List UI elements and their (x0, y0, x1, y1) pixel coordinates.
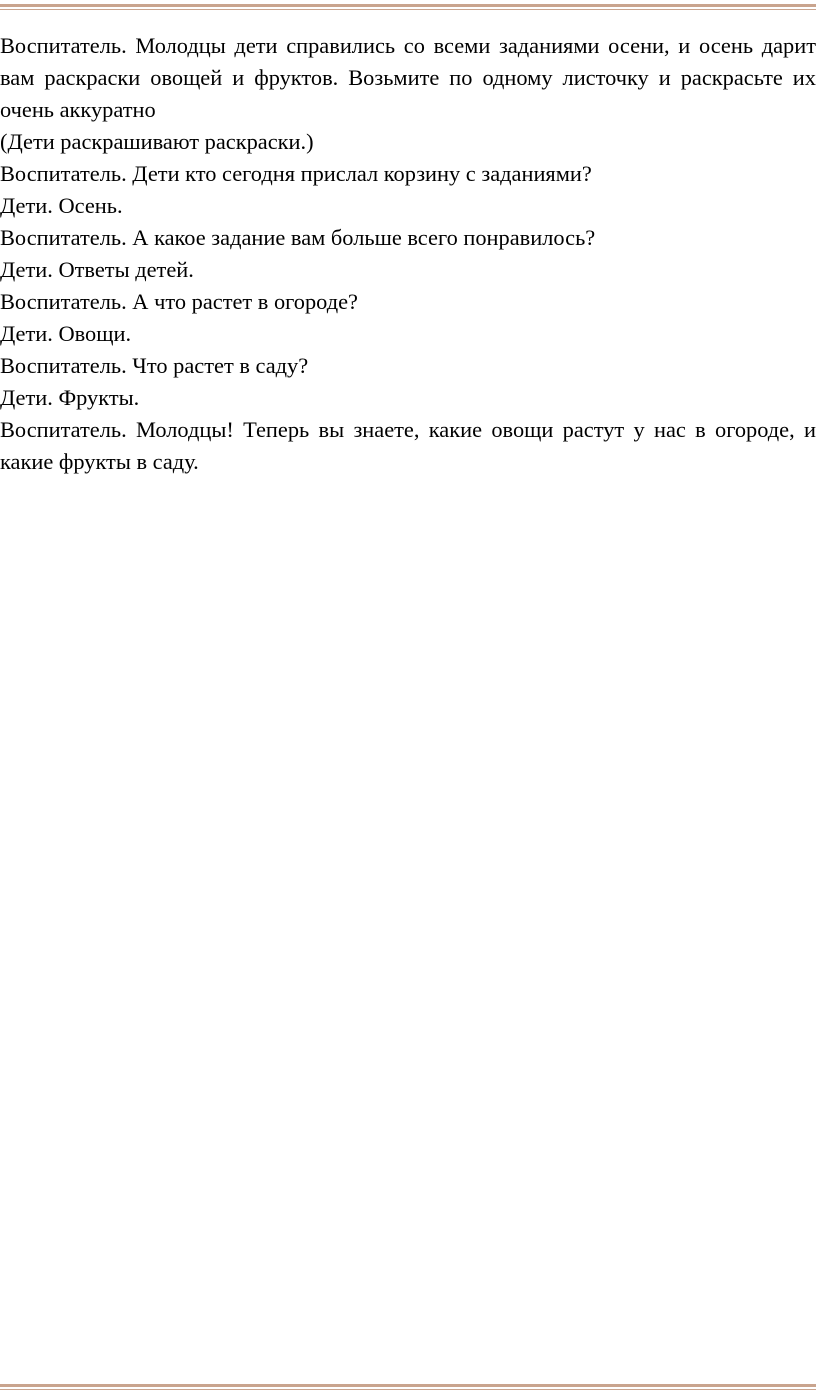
paragraph-teacher-question-orchard: Воспитатель. Что растет в саду? (0, 353, 309, 378)
paragraph-children-coloring: (Дети раскрашивают раскраски.) (0, 129, 314, 154)
paragraph-teacher-question-basket: Воспитатель. Дети кто сегодня прислал корзину с заданиями? (0, 161, 592, 186)
document-body (0, 30, 816, 478)
paragraph-teacher-conclusion: Воспитатель. Молодцы! Теперь вы знаете, какие овощи растут у нас в огороде, и какие фрукты в саду. (0, 417, 816, 474)
paragraph-teacher-question-task: Воспитатель. А какое задание вам больше всего понравилось? (0, 225, 596, 250)
paragraph-children-answers: Дети. Ответы детей. (0, 257, 194, 282)
bottom-border-thin-line (0, 1389, 816, 1390)
paragraph-teacher-question-garden: Воспитатель. А что растет в огороде? (0, 289, 358, 314)
bottom-border-thick-line (0, 1384, 816, 1387)
paragraph-children-vegetables: Дети. Овощи. (0, 321, 132, 346)
top-border (0, 4, 816, 10)
paragraph-children-fruits: Дети. Фрукты. (0, 385, 140, 410)
bottom-border (0, 1384, 816, 1390)
paragraph-children-autumn: Дети. Осень. (0, 193, 123, 218)
top-border-thin-line (0, 9, 816, 10)
top-border-thick-line (0, 4, 816, 7)
paragraph-teacher-coloring: Воспитатель. Молодцы дети справились со всеми заданиями осени, и осень дарит вам раскраски овощей и фруктов. Возьмите по одному листочку и раскрасьте их очень аккуратно (0, 33, 816, 122)
